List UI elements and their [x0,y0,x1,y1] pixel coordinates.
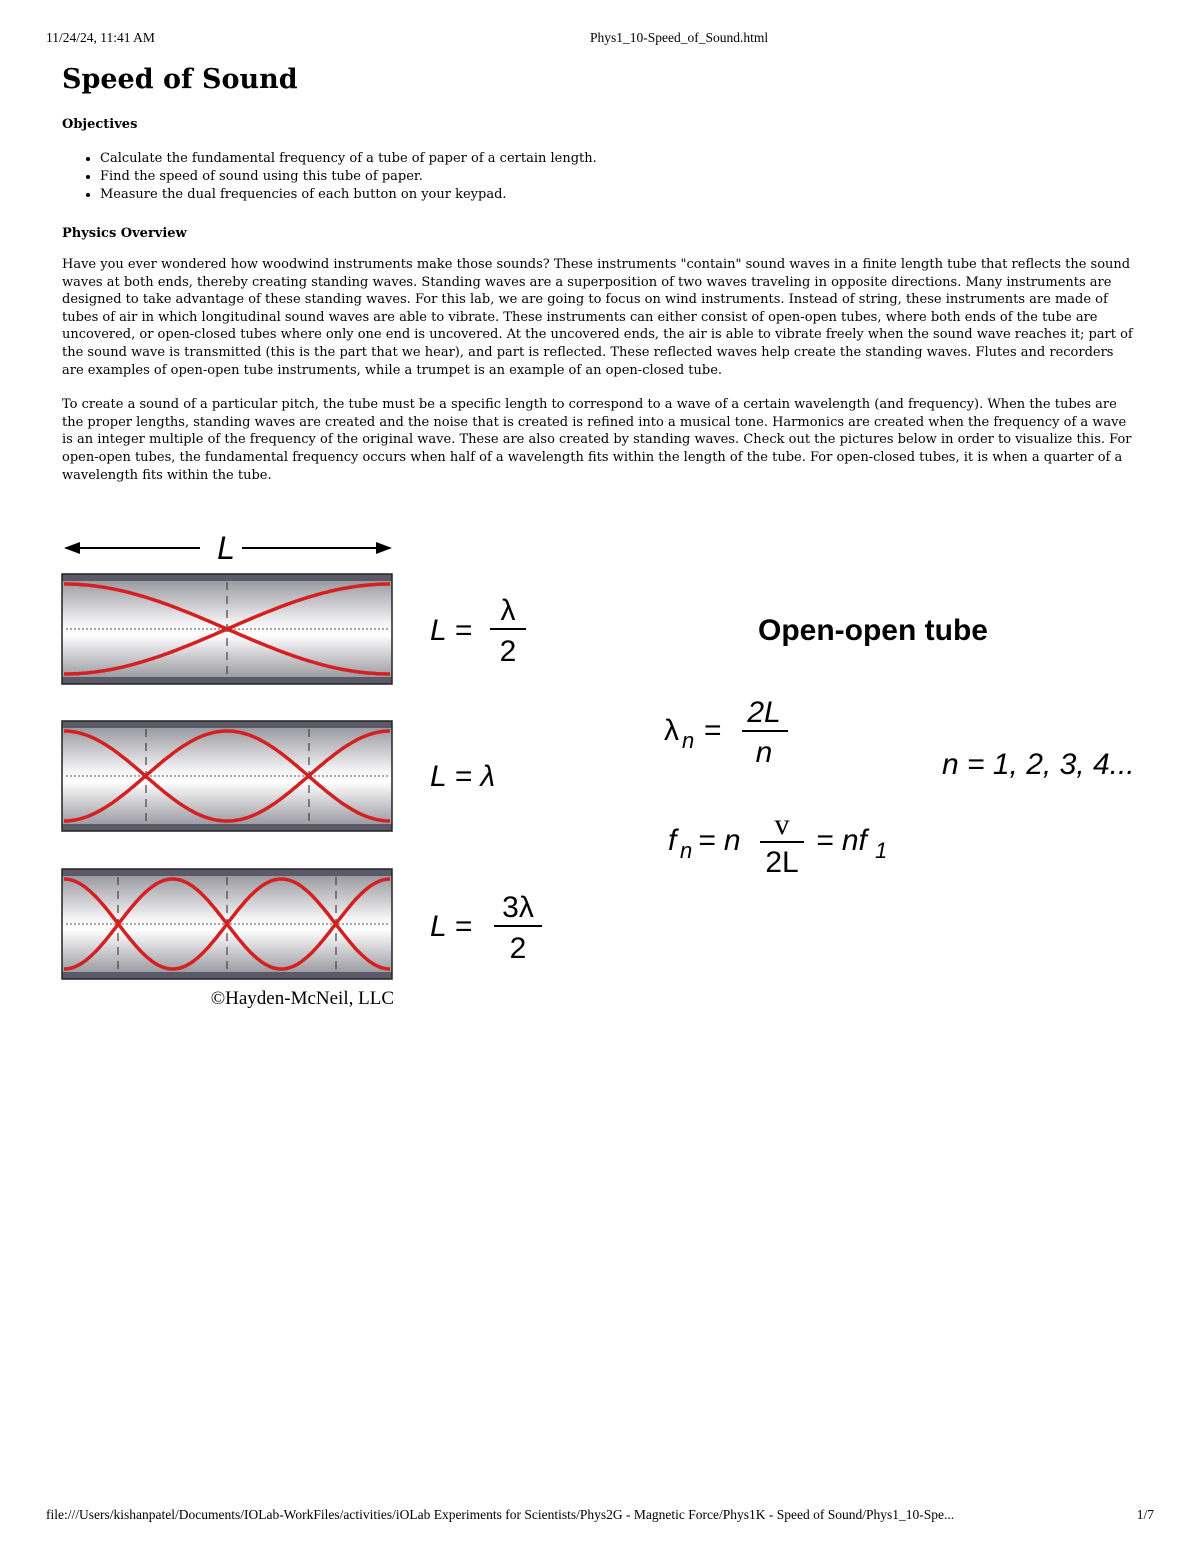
wavelength-formula [664,696,788,769]
tube-1-equation [430,594,526,668]
frequency-rhs-sub: 1 [875,838,888,863]
tube-3 [62,869,392,979]
tube-2-equation [430,760,495,793]
objective-item: • Find the speed of sound using this tube of paper. [100,168,1134,186]
print-header [46,30,1154,50]
length-label: L [217,530,235,566]
overview-paragraph-1: Have you ever wondered how woodwind instruments make those sounds? These instruments "contain" sound waves in a finite length tube that reflects the sound waves at both ends, thereby creating standing waves. Standing waves are a superposition of two waves traveling in opposite directions. Many instruments are designed to take advantage of these standing waves. For this lab, we are going to focus on wind instruments. Instead of string, these instruments are made of tubes of air in which longitudinal sound waves are able to vibrate. These instruments can either consist of open-open tubes, where both ends of the tube are uncovered, or open-closed tubes where only one end is uncovered. At the uncovered ends, the air is able to vibrate freely when the sound wave reaches it; part of the sound wave is transmitted (this is the part that we hear), and part is reflected. These reflected waves help create the standing waves. Flutes and recorders are examples of open-open tube instruments, while a trumpet is an example of an open-closed tube. [62,257,1133,378]
tube-1 [62,574,392,684]
tube-2-eq-lhs: L = λ [430,760,496,793]
wavelength-lhs: λ [664,714,679,747]
wavelength-eq: = [704,714,722,747]
tube-1-eq-num: λ [500,594,516,627]
tube-1-eq-lhs: L = [430,614,472,647]
frequency-rhs: = nf [816,824,867,857]
page-number: 1/7 [1136,1507,1154,1522]
objective-item: • Calculate the fundamental frequency of a tube of paper of a certain length. [100,150,1134,168]
standing-wave-figure [52,528,1152,1013]
objective-item: • Measure the dual frequencies of each button on your keypad. [100,186,1134,204]
objectives-list [62,150,1134,204]
wavelength-num: 2L [747,696,781,729]
figure-title: Open-open tube [758,614,988,647]
overview-paragraph-2: To create a sound of a particular pitch, the tube must be a specific length to correspond to a wave of a certain wavelength (and frequency). When the tubes are the proper lengths, standing waves are created and the noise that is created is refined into a musical tone. Harmonics are created when the frequency of a wave is an integer multiple of the frequency of the original wave. These are also created by standing waves. Check out the pictures below in order to visualize this. For open-open tubes, the fundamental frequency occurs when half of a wavelength fits within the length of the tube. For open-closed tubes, it is when a quarter of a wavelength fits within the tube. [62,397,1132,483]
tube-3-eq-num: 3λ [502,891,534,924]
tube-1-eq-den: 2 [499,635,517,668]
frequency-den: 2L [765,846,799,879]
tube-3-equation [430,891,542,965]
frequency-lhs: f [668,824,677,857]
print-datetime: 11/24/24, 11:41 AM [46,30,155,45]
length-arrow [64,530,392,566]
tube-2 [62,721,392,831]
print-url: file:///Users/kishanpatel/Documents/IOLab-WorkFiles/activities/iOLab Experiments for Scientists/Phys2G - Magnetic Force/Phys1K - Speed of Sound/Phys1_10-Spe... [46,1507,955,1522]
wavelength-sub: n [682,728,695,753]
frequency-formula [668,808,887,879]
page-title: Speed of Sound [62,64,298,95]
objectives-heading: Objectives [62,117,138,132]
figure-svg [52,528,1152,1013]
tube-3-eq-den: 2 [509,932,527,965]
tube-3-eq-lhs: L = [430,910,472,943]
wavelength-den: n [755,736,773,769]
figure-copyright: ©Hayden-McNeil, LLC [210,988,394,1009]
n-values: n = 1, 2, 3, 4... [942,748,1135,781]
overview-heading: Physics Overview [62,226,187,241]
frequency-mid: = n [698,824,741,857]
frequency-num: v [774,808,790,841]
document-body [62,62,1134,484]
frequency-sub: n [680,838,693,863]
print-filename: Phys1_10-Speed_of_Sound.html [590,30,769,45]
